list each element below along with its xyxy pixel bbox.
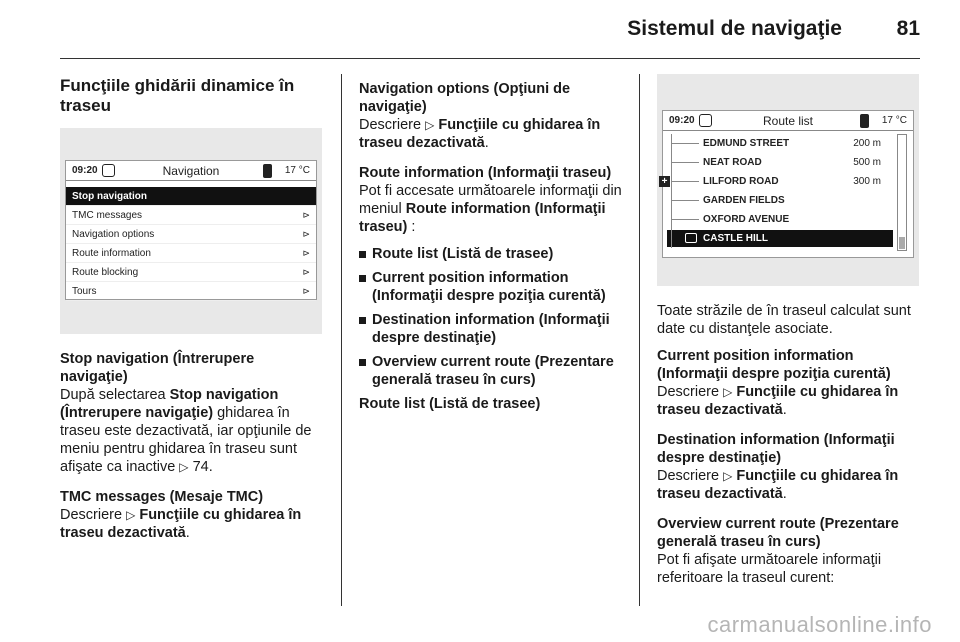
current-position-title: Current position information (Informaţii despre poziţia curentă) xyxy=(657,348,891,382)
destination-body: Descriere ▷ Funcţiile cu ghidarea în traseu dezactivată. xyxy=(657,468,899,502)
reference-arrow-icon: ▷ xyxy=(126,508,136,522)
cross-reference-link[interactable]: Funcţiile cu ghidarea în traseu dezactivată xyxy=(359,117,601,151)
route-screen-time: 09:20 xyxy=(669,115,695,126)
route-screen-statusbar xyxy=(663,111,913,131)
thermometer-icon xyxy=(263,164,272,178)
route-screen xyxy=(662,110,914,258)
thermometer-icon xyxy=(860,114,869,128)
chevron-right-icon: ⊳ xyxy=(302,248,310,258)
section-heading: Funcţiile ghidării dinamice în traseu xyxy=(60,76,295,115)
overview-body: Pot fi afişate următoarele informaţii referitoare la traseul curent: xyxy=(657,552,882,586)
route-row[interactable]: GARDEN FIELDS xyxy=(663,191,913,210)
page-number: 81 xyxy=(896,17,920,40)
nav-screen-frame xyxy=(60,128,322,334)
route-list xyxy=(663,131,913,248)
reference-arrow-icon: ▷ xyxy=(425,118,435,132)
column-divider-2 xyxy=(639,74,640,606)
plus-icon: + xyxy=(659,176,670,187)
menu-item-tours[interactable]: Tours ⊳ xyxy=(66,282,316,301)
destination-title: Destination information (Informaţii despre destinaţie) xyxy=(657,432,895,466)
menu-item-navigation-options[interactable]: Navigation options ⊳ xyxy=(66,225,316,244)
menu-item-route-blocking[interactable]: Route blocking ⊳ xyxy=(66,263,316,282)
header-rule xyxy=(60,58,920,59)
reference-arrow-icon: ▷ xyxy=(723,469,733,483)
route-row-selected[interactable]: CASTLE HILL xyxy=(663,229,913,248)
nav-options-title: Navigation options (Opţiuni de navigaţie) xyxy=(359,81,571,115)
current-position-body: Descriere ▷ Funcţiile cu ghidarea în traseu dezactivată. xyxy=(657,384,899,418)
reference-arrow-icon: ▷ xyxy=(723,385,733,399)
cross-reference-link[interactable]: Funcţiile cu ghidarea în traseu dezactivată xyxy=(657,468,899,502)
route-screen-frame xyxy=(657,74,919,286)
nav-screen-statusbar xyxy=(66,161,316,181)
column-1-body xyxy=(60,350,322,551)
list-item: Current position information (Informaţii despre poziţia curentă) xyxy=(359,269,624,305)
column-3 xyxy=(657,302,922,596)
nav-menu xyxy=(66,181,316,301)
nav-screen-time: 09:20 xyxy=(72,165,98,176)
page-reference[interactable]: 74. xyxy=(192,459,213,475)
nav-screen xyxy=(65,160,317,300)
menu-item-stop-navigation[interactable]: Stop navigation xyxy=(66,187,316,206)
route-screen-temp: 17 °C xyxy=(881,115,907,126)
chevron-right-icon: ⊳ xyxy=(302,210,310,220)
nav-screen-title: Navigation xyxy=(162,164,220,178)
menu-item-route-information[interactable]: Route information ⊳ xyxy=(66,244,316,263)
menu-item-tmc-messages[interactable]: TMC messages ⊳ xyxy=(66,206,316,225)
watermark: carmanualsonline.info xyxy=(707,612,932,637)
chevron-right-icon: ⊳ xyxy=(302,286,310,296)
cross-reference-link[interactable]: Funcţiile cu ghidarea în traseu dezactivată xyxy=(60,507,302,541)
column-2 xyxy=(359,80,624,422)
tmc-body: Descriere ▷ Funcţiile cu ghidarea în traseu dezactivată. xyxy=(60,507,302,541)
page-header-title: Sistemul de navigaţie xyxy=(627,17,842,40)
cross-reference-link[interactable]: Funcţiile cu ghidarea în traseu dezactivată xyxy=(657,384,899,418)
chevron-right-icon: ⊳ xyxy=(302,229,310,239)
route-info-body: Pot fi accesate următoarele informaţii din meniul Route information (Informaţii traseu) : xyxy=(359,183,622,235)
route-screen-title: Route list xyxy=(762,114,814,128)
chevron-right-icon: ⊳ xyxy=(302,267,310,277)
list-item: Overview current route (Prezentare generală traseu în curs) xyxy=(359,353,624,389)
list-item: Route list (Listă de trasee) xyxy=(359,245,624,263)
route-list-intro: Toate străzile de în traseul calculat sunt date cu distanţele asociate. xyxy=(657,303,911,337)
stop-navigation-body: După selectarea Stop navigation (Întrerupere navigaţie) ghidarea în traseu este dezactivată, iar opţiunile de meniu pentru ghidarea în traseu sunt afişate ca inactive ▷ 74. xyxy=(60,387,312,475)
tmc-title: TMC messages (Mesaje TMC) xyxy=(60,489,264,505)
route-list-title: Route list (Listă de trasee) xyxy=(359,396,541,412)
nav-options-body: Descriere ▷ Funcţiile cu ghidarea în traseu dezactivată. xyxy=(359,117,601,151)
column-divider-1 xyxy=(341,74,342,606)
nav-screen-temp: 17 °C xyxy=(284,165,310,176)
reference-arrow-icon: ▷ xyxy=(179,460,189,474)
route-info-list xyxy=(359,245,624,389)
overview-title: Overview current route (Prezentare generală traseu în curs) xyxy=(657,516,899,550)
list-item: Destination information (Informaţii despre destinaţie) xyxy=(359,311,624,347)
route-row[interactable]: OXFORD AVENUE xyxy=(663,210,913,229)
route-row[interactable]: EDMUND STREET 200 m xyxy=(663,134,913,153)
car-icon xyxy=(685,233,697,243)
route-info-title: Route information (Informaţii traseu) xyxy=(359,165,612,181)
route-row[interactable]: NEAT ROAD 500 m xyxy=(663,153,913,172)
scrollbar-thumb[interactable] xyxy=(899,237,905,249)
route-list-scrollbar[interactable] xyxy=(897,134,907,251)
stop-navigation-title: Stop navigation (Întrerupere navigaţie) xyxy=(60,351,255,385)
column-1 xyxy=(60,74,322,116)
route-row[interactable]: + LILFORD ROAD 300 m xyxy=(663,172,913,191)
